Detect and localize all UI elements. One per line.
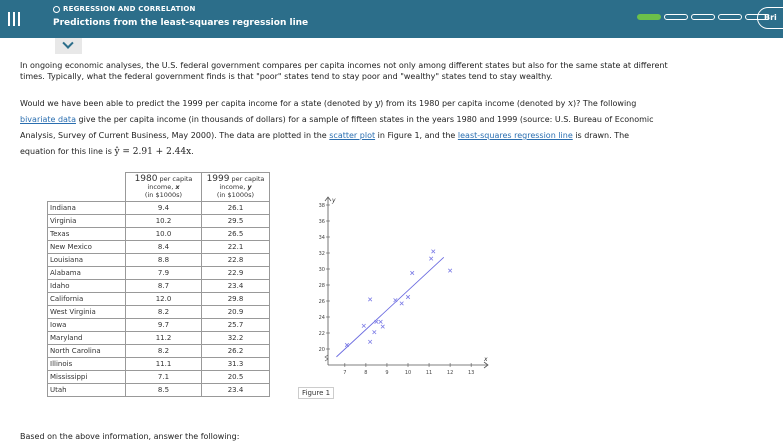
cell-x: 8.5	[126, 384, 202, 397]
x-tick-label: 8	[364, 370, 368, 376]
table-row	[48, 384, 270, 397]
cell-y: 29.5	[202, 215, 270, 228]
table-row	[48, 358, 270, 371]
y-tick-label: 32	[318, 251, 325, 257]
cell-state: Mississippi	[48, 371, 126, 384]
table-row	[48, 280, 270, 293]
q-text-d: give the per capita income (in thousands of dollars) for a sample of fifteen states in the years 1980 and 1999 (source: U.S. Bureau of Economic	[75, 115, 654, 124]
progress-segment	[691, 14, 715, 20]
var-x: x	[567, 99, 574, 109]
data-point	[406, 295, 410, 299]
cell-y: 22.1	[202, 241, 270, 254]
progress-bar	[637, 14, 769, 20]
cell-y: 26.2	[202, 345, 270, 358]
q-text-c: )? The following	[573, 99, 637, 108]
cell-x: 12.0	[126, 293, 202, 306]
cell-state: Illinois	[48, 358, 126, 371]
data-point	[368, 340, 372, 344]
data-point	[375, 320, 379, 324]
cell-state: Virginia	[48, 215, 126, 228]
data-point	[373, 330, 377, 334]
table-row	[48, 202, 270, 215]
cell-y: 23.4	[202, 280, 270, 293]
data-point	[368, 298, 372, 302]
axis-break-icon	[325, 355, 328, 361]
q-text-h: equation for this line is	[20, 147, 115, 156]
x-tick-label: 7	[343, 370, 347, 376]
table-row	[48, 332, 270, 345]
cell-x: 8.7	[126, 280, 202, 293]
var-y: y	[375, 99, 381, 109]
x-tick-label: 10	[404, 370, 412, 376]
section-heading	[53, 5, 196, 13]
x-tick-label: 9	[385, 370, 389, 376]
question-paragraph	[20, 96, 780, 160]
data-point	[431, 250, 435, 254]
col2-sub1: income,	[219, 183, 248, 191]
col2-sub2: (in $1000s)	[216, 191, 255, 199]
progress-segment	[664, 14, 688, 20]
top-bar	[0, 0, 783, 38]
table-row	[48, 254, 270, 267]
table-row	[48, 345, 270, 358]
table-row	[48, 215, 270, 228]
col1-year: 1980	[134, 174, 158, 184]
col2-label: per capita	[229, 175, 265, 183]
page-title: Predictions from the least-squares regression line	[53, 18, 309, 28]
data-point	[429, 257, 433, 261]
table-row	[48, 293, 270, 306]
cell-state: New Mexico	[48, 241, 126, 254]
cell-x: 8.8	[126, 254, 202, 267]
data-point	[362, 324, 366, 328]
y-axis-label: y	[332, 197, 336, 204]
cell-x: 8.2	[126, 306, 202, 319]
regression-equation: ŷ = 2.91 + 2.44x	[114, 147, 192, 157]
q-text-e: Analysis, Survey of Current Business, May 2000). The data are plotted in the	[20, 131, 330, 140]
progress-segment	[718, 14, 742, 20]
cell-state: North Carolina	[48, 345, 126, 358]
y-tick-label: 22	[318, 331, 325, 337]
cell-y: 20.9	[202, 306, 270, 319]
x-tick-label: 13	[467, 370, 475, 376]
intro-line-1: In ongoing economic analyses, the U.S. federal government compares per capita incomes not only among different states but also for the same state at different	[20, 61, 668, 70]
menu-icon[interactable]	[8, 10, 20, 28]
data-point	[381, 325, 385, 329]
x-tick-label: 11	[425, 370, 433, 376]
blank-header	[48, 173, 126, 202]
q-text-i: .	[191, 147, 194, 156]
cell-state: Indiana	[48, 202, 126, 215]
col1-sub1: income,	[147, 183, 176, 191]
cell-state: Alabama	[48, 267, 126, 280]
x-axis-label: x	[484, 356, 488, 363]
col1-label: per capita	[157, 175, 193, 183]
col2-year: 1999	[206, 174, 230, 184]
q-text-g: is drawn. The	[572, 131, 630, 140]
footer-text: Based on the above information, answer the following:	[20, 432, 240, 441]
q-text-a: Would we have been able to predict the 1999 per capita income for a state (denoted by	[20, 99, 376, 108]
intro-paragraph	[20, 60, 780, 82]
cell-state: West Virginia	[48, 306, 126, 319]
income-table	[47, 172, 270, 397]
cell-y: 31.3	[202, 358, 270, 371]
table-row	[48, 228, 270, 241]
intro-line-2: times. Typically, what the federal government finds is that "poor" states tend to stay poor and "wealthy" states tend to stay wealthy.	[20, 72, 553, 81]
q-text-b: ) from its 1980 per capita income (denoted by	[380, 99, 568, 108]
figure-label: Figure 1	[298, 387, 334, 399]
cell-state: Iowa	[48, 319, 126, 332]
cell-x: 7.9	[126, 267, 202, 280]
col1-sub2: (in $1000s)	[144, 191, 183, 199]
data-point	[410, 271, 414, 275]
cell-x: 9.4	[126, 202, 202, 215]
col-header-1999	[202, 173, 270, 202]
cell-state: Utah	[48, 384, 126, 397]
cell-x: 10.2	[126, 215, 202, 228]
data-point	[448, 269, 452, 273]
data-point	[379, 320, 383, 324]
y-tick-label: 28	[318, 283, 325, 289]
table-row	[48, 267, 270, 280]
y-tick-label: 20	[318, 347, 325, 353]
cell-x: 9.7	[126, 319, 202, 332]
col1-var: x	[175, 183, 180, 191]
cell-state: Maryland	[48, 332, 126, 345]
least-squares-link[interactable]: least-squares regression line	[457, 131, 573, 140]
y-tick-label: 36	[318, 219, 325, 225]
circle-icon	[53, 6, 60, 13]
cell-y: 25.7	[202, 319, 270, 332]
table-row	[48, 371, 270, 384]
cell-x: 8.4	[126, 241, 202, 254]
regression-line	[336, 257, 443, 357]
cell-y: 22.9	[202, 267, 270, 280]
y-tick-label: 26	[318, 299, 325, 305]
table-row	[48, 306, 270, 319]
cell-x: 7.1	[126, 371, 202, 384]
cell-x: 8.2	[126, 345, 202, 358]
col-header-1980	[126, 173, 202, 202]
y-tick-label: 30	[318, 267, 325, 273]
cell-state: Louisiana	[48, 254, 126, 267]
cell-state: Idaho	[48, 280, 126, 293]
bivariate-data-link[interactable]: bivariate data	[20, 115, 76, 124]
y-tick-label: 38	[318, 203, 325, 209]
table-row	[48, 241, 270, 254]
q-text-f: in Figure 1, and the	[375, 131, 458, 140]
table-row	[48, 319, 270, 332]
progress-segment	[637, 14, 661, 20]
right-button[interactable]: Bri	[757, 7, 783, 29]
data-point	[394, 298, 398, 302]
data-point	[345, 343, 349, 347]
col2-var: y	[247, 183, 252, 191]
y-tick-label: 34	[318, 235, 325, 241]
cell-y: 23.4	[202, 384, 270, 397]
cell-x: 11.2	[126, 332, 202, 345]
cell-y: 32.2	[202, 332, 270, 345]
cell-y: 20.5	[202, 371, 270, 384]
section-label: REGRESSION AND CORRELATION	[63, 5, 196, 13]
cell-x: 11.1	[126, 358, 202, 371]
y-tick-label: 24	[318, 315, 325, 321]
cell-state: Texas	[48, 228, 126, 241]
cell-x: 10.0	[126, 228, 202, 241]
x-tick-label: 12	[446, 370, 454, 376]
data-point	[400, 302, 404, 306]
scatter-plot	[296, 193, 496, 383]
scatter-plot-link[interactable]: scatter plot	[329, 131, 376, 140]
cell-y: 29.8	[202, 293, 270, 306]
cell-y: 26.1	[202, 202, 270, 215]
cell-state: California	[48, 293, 126, 306]
cell-y: 22.8	[202, 254, 270, 267]
cell-y: 26.5	[202, 228, 270, 241]
